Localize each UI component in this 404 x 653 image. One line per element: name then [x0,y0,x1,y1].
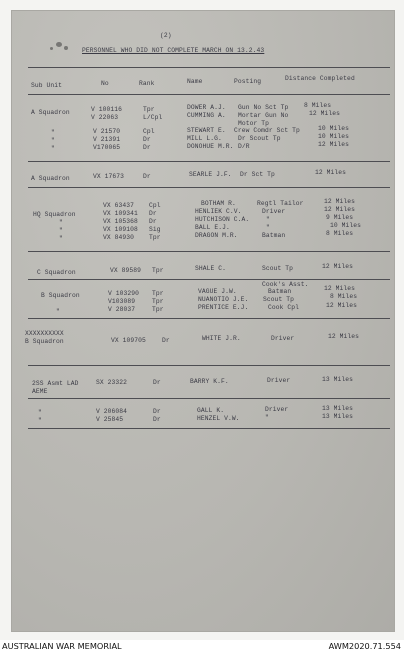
cell-distance: 12 Miles [309,110,341,117]
cell-name: BARRY K.F. [190,378,229,385]
cell-no: VX 105368 [103,218,138,225]
cell-no: VX 84930 [103,234,135,241]
cell-rank: Dr [143,136,151,143]
header-no: No [101,80,109,87]
section-rule [28,187,390,188]
cell-name: BALL E.J. [195,224,230,231]
cell-rank: Cpl [143,128,155,135]
cell-posting: Cook Cpl [268,304,300,311]
cell-name: SHALE C. [195,265,227,272]
cell-unit: C Squadron [37,269,76,276]
cell-distance: 12 Miles [324,198,356,205]
cell-rank: Tpr [152,290,164,297]
cell-no: V 100116 [91,106,123,113]
cell-distance: 9 Miles [326,214,354,221]
cell-no: VX 109108 [103,226,138,233]
cell-unit: " [59,235,63,242]
cell-rank: Sig [149,226,161,233]
cell-name: MILL L.G. [187,135,222,142]
cell-posting: Driver [267,377,291,384]
cell-distance: 13 Miles [322,405,354,412]
cell-name: DOWER A.J. [187,104,226,111]
cell-distance: 8 Miles [330,293,358,300]
cell-distance: 12 Miles [318,141,350,148]
cell-unit: " [38,409,42,416]
cell-unit: B Squadron [25,338,64,345]
cell-no: V 206084 [96,408,128,415]
cell-no: VX 63437 [103,202,135,209]
cell-name: HUTCHISON C.A. [195,216,250,223]
ink-stain [64,46,68,50]
cell-rank: Tpr [152,267,164,274]
ink-stain [50,47,53,50]
cell-rank: Tpr [143,106,155,113]
section-rule [28,428,390,429]
cell-no: V 103290 [108,290,140,297]
cell-unit: 2SS Asmt LAD [32,380,79,387]
cell-rank: Dr [162,337,170,344]
cell-posting: Dr Sct Tp [240,171,275,178]
cell-unit: B Squadron [41,292,80,299]
header-rule-top [28,67,390,68]
header-name: Name [187,78,203,85]
cell-no: VX 109705 [111,337,146,344]
cell-name: SEARLE J.F. [189,171,232,178]
cell-posting: Motor Tp [238,120,270,127]
cell-name: HENZEL V.W. [197,415,240,422]
cell-posting: Driver [262,208,286,215]
cell-distance: 8 Miles [304,102,332,109]
cell-rank: L/Cpl [143,114,163,121]
cell-posting: Regtl Tailor [257,200,304,207]
cell-name: CUMMING A. [187,112,226,119]
cell-unit: XXXXXXXXXX [25,330,64,337]
cell-posting: Driver [265,406,289,413]
cell-unit: " [51,129,55,136]
cell-no: V170065 [93,144,121,151]
cell-unit: AEME [32,388,48,395]
footer-accession-id: AWM2020.71.554 [328,641,401,651]
cell-unit: " [38,417,42,424]
cell-name: GALL K. [197,407,225,414]
cell-no: VX 17673 [93,173,125,180]
cell-distance: 13 Miles [322,376,354,383]
cell-distance: 8 Miles [326,230,354,237]
cell-name: DONOHUE M.R. [187,143,234,150]
cell-rank: Tpr [152,306,164,313]
cell-unit: " [59,227,63,234]
cell-posting: Scout Tp [262,265,294,272]
header-sub-unit: Sub Unit [31,82,63,89]
cell-rank: Tpr [152,298,164,305]
header-distance: Distance Completed [285,75,355,82]
cell-no: V 22063 [91,114,119,121]
cell-posting: Batman [262,232,286,239]
footer-credit: AUSTRALIAN WAR MEMORIAL [2,641,122,651]
cell-posting: Gun No Sct Tp [238,104,289,111]
cell-distance: 12 Miles [322,263,354,270]
cell-unit: HQ Squadron [33,211,76,218]
cell-no: V 28037 [108,306,136,313]
cell-name: PRENTICE E.J. [198,304,249,311]
cell-distance: 13 Miles [322,413,354,420]
section-rule [28,398,390,399]
document-page [11,10,395,632]
section-rule [28,251,390,252]
page-number: (2) [160,32,172,39]
section-rule [28,365,390,366]
cell-rank: Dr [153,379,161,386]
cell-posting: Mortar Gun No [238,112,289,119]
cell-distance: 12 Miles [328,333,360,340]
cell-name: BOTHAM R. [201,200,236,207]
header-rank: Rank [139,80,155,87]
ink-stain [56,42,62,47]
section-rule [28,318,390,319]
cell-posting: Cook's Asst. [262,281,309,288]
cell-distance: 12 Miles [315,169,347,176]
cell-rank: Dr [143,173,151,180]
cell-rank: Dr [153,416,161,423]
header-posting: Posting [234,78,262,85]
cell-unit: " [59,219,63,226]
cell-posting: Scout Tp [263,296,295,303]
cell-no: V 25845 [96,416,124,423]
cell-no: V 21570 [93,128,121,135]
cell-posting: Driver [271,335,295,342]
cell-distance: 12 Miles [324,206,356,213]
cell-rank: Cpl [149,202,161,209]
cell-unit: " [56,308,60,315]
cell-no: VX 109341 [103,210,138,217]
section-rule [28,279,390,280]
cell-posting: D/R [238,143,250,150]
cell-posting: " [265,414,269,421]
cell-rank: Dr [153,408,161,415]
cell-name: DRAGON M.R. [195,232,238,239]
cell-posting: Batman [268,288,292,295]
cell-no: VX 89589 [110,267,142,274]
cell-no: SX 23322 [96,379,128,386]
cell-unit: " [51,137,55,144]
header-rule-bottom [28,94,390,95]
cell-rank: Dr [149,218,157,225]
cell-name: WHITE J.R. [202,335,241,342]
cell-rank: Dr [143,144,151,151]
cell-distance: 12 Miles [324,285,356,292]
cell-no: V 21391 [93,136,121,143]
cell-rank: Tpr [149,234,161,241]
section-rule [28,161,390,162]
cell-posting: " [266,224,270,231]
cell-name: VAGUE J.W. [198,288,237,295]
cell-rank: Dr [149,210,157,217]
cell-distance: 12 Miles [326,302,358,309]
cell-name: STEWART E. [187,127,226,134]
cell-no: V103089 [108,298,136,305]
footer-bar [0,640,404,653]
cell-unit: A Squadron [31,109,70,116]
cell-name: HENLIEK C.V. [195,208,242,215]
cell-unit: " [51,145,55,152]
cell-posting: Crew Comdr Sct Tp [234,127,300,134]
cell-distance: 10 Miles [330,222,362,229]
cell-posting: Dr Scout Tp [238,135,281,142]
cell-posting: " [266,216,270,223]
cell-distance: 10 Miles [318,133,350,140]
cell-unit: A Squadron [31,175,70,182]
cell-distance: 10 Miles [318,125,350,132]
document-title: PERSONNEL WHO DID NOT COMPLETE MARCH ON 13.2.43 [82,47,265,54]
cell-name: NUANOTIO J.E. [198,296,249,303]
